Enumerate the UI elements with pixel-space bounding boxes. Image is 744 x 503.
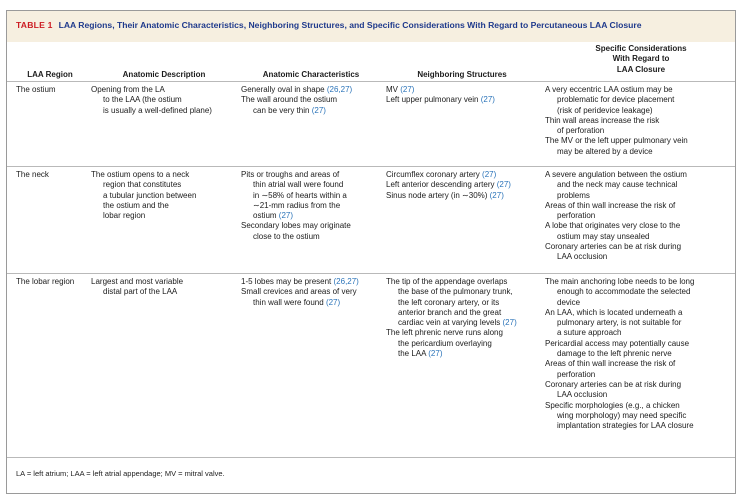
cell-line [241, 106, 352, 116]
cell-text: a suture approach [557, 328, 622, 338]
cell-text: Secondary lobes may originate [241, 221, 351, 231]
cell-line [241, 287, 359, 297]
header-rule [7, 81, 735, 82]
cell-line [545, 421, 694, 431]
cell-line [241, 201, 351, 211]
table-title-bar [7, 11, 735, 42]
cell-text: thin wall were found [253, 297, 326, 307]
cell-line [386, 277, 517, 287]
reference-link[interactable]: (27) [482, 170, 497, 179]
table-title: LAA Regions, Their Anatomic Characteristics, Neighboring Structures, and Specific Considerations With Regard to Percutaneous LAA Closure [58, 20, 642, 30]
row-rule [7, 273, 735, 274]
cell-line [91, 180, 196, 190]
cell-line [386, 349, 517, 359]
table-frame [6, 10, 736, 494]
header-region: LAA Region [27, 70, 73, 79]
cell-line [91, 170, 196, 180]
reference-link[interactable]: (27) [489, 190, 504, 200]
cell-text: Coronary arteries can be at risk during [545, 379, 682, 389]
reference-link[interactable]: (26,27) [326, 85, 353, 94]
cell-line [545, 85, 688, 95]
cell-text: An LAA, which is located underneath a [545, 307, 683, 317]
cell-text: the pericardium overlaying [398, 338, 492, 348]
cell-line [91, 201, 196, 211]
cell-line [386, 85, 495, 95]
cell-line [241, 298, 359, 308]
cell-line [545, 277, 694, 287]
row-lobar-region: The lobar region [16, 277, 75, 286]
cell-line [545, 126, 688, 136]
cell-line [545, 252, 687, 262]
cell-line [545, 390, 694, 400]
cell-text: of perforation [557, 126, 605, 136]
cell-text: Areas of thin wall increase the risk of [545, 200, 676, 210]
row-ostium-structures [386, 85, 495, 106]
cell-line [545, 116, 688, 126]
cell-text: The MV or the left upper pulmonary vein [545, 136, 688, 146]
cell-line [545, 318, 694, 328]
cell-text: a tubular junction between [103, 190, 197, 200]
cell-text: region that constitutes [103, 180, 182, 190]
cell-text: The left phrenic nerve runs along [386, 328, 503, 338]
cell-line [545, 180, 687, 190]
reference-link[interactable]: (27) [496, 180, 511, 190]
cell-text: to the LAA (the ostium [103, 95, 182, 105]
cell-text: The wall around the ostium [241, 95, 338, 105]
cell-text: thin atrial wall were found [253, 180, 344, 190]
cell-text: Small crevices and areas of very [241, 287, 357, 297]
cell-line [91, 211, 196, 221]
cell-text: (risk of peridevice leakage) [557, 105, 653, 115]
cell-line [91, 191, 196, 201]
cell-text: Left anterior descending artery [386, 180, 497, 190]
cell-line [241, 180, 351, 190]
cell-line [386, 298, 517, 308]
reference-link[interactable]: (27) [480, 95, 495, 105]
cell-line [545, 170, 687, 180]
row-lobar-characteristics [241, 277, 359, 308]
footnote-rule [7, 457, 735, 458]
cell-text: A severe angulation between the ostium [545, 170, 687, 179]
cell-line [241, 277, 359, 287]
cell-text: The ostium opens to a neck [91, 170, 190, 179]
cell-line [545, 106, 688, 116]
cell-text: Opening from the LA [91, 85, 165, 94]
cell-line [241, 170, 351, 180]
cell-line [545, 328, 694, 338]
row-neck-description [91, 170, 196, 221]
cell-text: enough to accommodate the selected [557, 287, 691, 297]
cell-line [386, 191, 511, 201]
cell-text: damage to the left phrenic nerve [557, 349, 672, 359]
cell-text: Pericardial access may potentially cause [545, 338, 690, 348]
cell-text: and the neck may cause technical [557, 180, 678, 190]
cell-text: LAA occlusion [557, 252, 608, 262]
cell-text: problematic for device placement [557, 95, 675, 105]
cell-text: in ∼58% of hearts within a [253, 190, 347, 200]
cell-text: 1-5 lobes may be present [241, 277, 334, 286]
reference-link[interactable]: (27) [400, 85, 415, 94]
cell-line [241, 85, 352, 95]
cell-line [545, 298, 694, 308]
cell-line [386, 95, 495, 105]
cell-line [241, 232, 351, 242]
row-ostium-considerations [545, 85, 688, 157]
row-neck-characteristics [241, 170, 351, 242]
reference-link[interactable]: (27) [311, 105, 326, 115]
reference-link[interactable]: (27) [325, 297, 341, 307]
row-lobar-description [91, 277, 183, 298]
cell-text: Generally oval in shape [241, 85, 327, 94]
cell-text: ostium [253, 211, 279, 221]
reference-link[interactable]: (27) [502, 318, 517, 328]
cell-line [545, 95, 688, 105]
cell-text: The main anchoring lobe needs to be long [545, 277, 695, 286]
cell-text: is usually a well-defined plane) [103, 105, 212, 115]
cell-line [241, 211, 351, 221]
cell-text: Sinus node artery (in ∼30%) [386, 190, 490, 200]
cell-text: Coronary arteries can be at risk during [545, 242, 682, 252]
row-ostium-characteristics [241, 85, 352, 116]
cell-line [545, 147, 688, 157]
cell-line [545, 232, 687, 242]
cell-line [386, 318, 517, 328]
cell-text: A very eccentric LAA ostium may be [545, 85, 673, 94]
cell-line [91, 85, 212, 95]
cell-text: The tip of the appendage overlaps [386, 277, 508, 286]
row-ostium-description [91, 85, 212, 116]
cell-text: Thin wall areas increase the risk [545, 115, 660, 125]
cell-text: problems [557, 190, 590, 200]
cell-line [545, 349, 694, 359]
cell-text: the ostium and the [103, 200, 169, 210]
row-neck-considerations [545, 170, 687, 263]
cell-text: device [557, 297, 581, 307]
cell-line [241, 95, 352, 105]
cell-line [91, 287, 183, 297]
cell-line [545, 401, 694, 411]
cell-line [545, 191, 687, 201]
cell-text: Specific morphologies (e.g., a chicken [545, 400, 680, 410]
cell-line [545, 380, 694, 390]
header-considerations [545, 44, 737, 75]
header-considerations-line: With Regard to [612, 54, 670, 64]
cell-text: Areas of thin wall increase the risk of [545, 359, 676, 369]
table-footnote: LA = left atrium; LAA = left atrial appendage; MV = mitral valve. [16, 469, 225, 478]
cell-text: A lobe that originates very close to the [545, 221, 681, 231]
cell-text: close to the ostium [253, 231, 320, 241]
reference-link[interactable]: (26,27) [333, 277, 359, 286]
cell-text: can be very thin [253, 105, 312, 115]
cell-line [545, 370, 694, 380]
cell-line [386, 170, 511, 180]
cell-text: LAA occlusion [557, 390, 608, 400]
cell-line [545, 201, 687, 211]
cell-line [545, 136, 688, 146]
row-neck-structures [386, 170, 511, 201]
header-considerations-line: Specific Considerations [595, 44, 687, 53]
cell-line [386, 339, 517, 349]
cell-line [91, 106, 212, 116]
cell-text: MV [386, 85, 401, 94]
cell-line [386, 287, 517, 297]
cell-text: implantation strategies for LAA closure [557, 421, 694, 431]
reference-link[interactable]: (27) [278, 211, 294, 221]
cell-text: Circumflex coronary artery [386, 170, 483, 179]
header-characteristics: Anatomic Characteristics [262, 70, 360, 79]
cell-line [241, 221, 351, 231]
row-rule [7, 166, 735, 167]
cell-line [241, 191, 351, 201]
cell-text: pulmonary artery, is not suitable for [557, 318, 682, 328]
cell-text: ostium may stay unsealed [557, 231, 650, 241]
cell-line [91, 277, 183, 287]
cell-text: distal part of the LAA [103, 287, 178, 297]
cell-text: the left coronary artery, or its [398, 297, 500, 307]
cell-line [545, 308, 694, 318]
cell-text: lobar region [103, 211, 146, 221]
header-description: Anatomic Description [122, 70, 206, 79]
cell-text: ∼21-mm radius from the [253, 200, 341, 210]
cell-line [545, 242, 687, 252]
cell-line [386, 328, 517, 338]
header-structures: Neighboring Structures [417, 70, 507, 79]
cell-line [386, 180, 511, 190]
cell-text: perforation [557, 211, 596, 221]
cell-line [545, 287, 694, 297]
cell-text: anterior branch and the great [398, 307, 502, 317]
cell-line [545, 339, 694, 349]
row-neck-region: The neck [16, 170, 49, 179]
cell-text: perforation [557, 369, 596, 379]
cell-text: Pits or troughs and areas of [241, 170, 340, 179]
row-lobar-considerations [545, 277, 694, 431]
cell-text: the base of the pulmonary trunk, [398, 287, 513, 297]
cell-line [545, 359, 694, 369]
cell-line [91, 95, 212, 105]
table-label: TABLE 1 [16, 20, 53, 30]
cell-text: wing morphology) may need specific [557, 410, 687, 420]
cell-text: Left upper pulmonary vein [386, 95, 481, 105]
header-considerations-line: LAA Closure [616, 64, 666, 74]
row-lobar-structures [386, 277, 517, 359]
cell-line [386, 308, 517, 318]
cell-line [545, 221, 687, 231]
cell-text: cardiac vein at varying levels [398, 318, 503, 328]
row-ostium-region: The ostium [16, 85, 56, 94]
cell-text: Largest and most variable [91, 277, 184, 286]
cell-line [545, 211, 687, 221]
cell-text: may be altered by a device [557, 146, 653, 156]
cell-line [545, 411, 694, 421]
cell-text: the LAA [398, 349, 429, 359]
reference-link[interactable]: (27) [428, 349, 443, 359]
